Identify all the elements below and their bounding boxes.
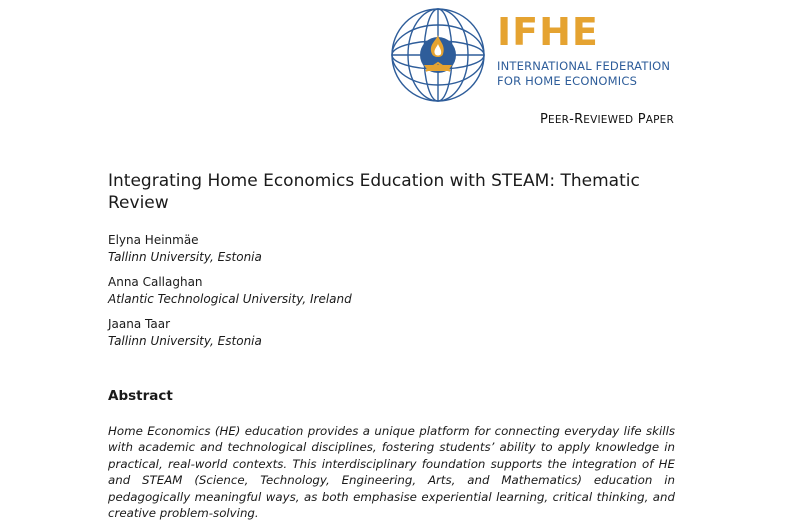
org-name xyxy=(497,59,670,89)
paper-type-letter: P xyxy=(539,112,548,127)
paper-type-letter: R xyxy=(574,112,584,127)
author-name: Anna Callaghan xyxy=(108,275,203,289)
paper-type-smallcaps: EVIEWED xyxy=(583,114,634,126)
author-affiliation: Tallinn University, Estonia xyxy=(108,334,262,348)
paper-type-dash: - xyxy=(569,112,575,127)
paper-type-letter: P xyxy=(637,112,646,127)
author-entry xyxy=(108,274,352,308)
author-entry xyxy=(108,232,352,266)
author-affiliation: Tallinn University, Estonia xyxy=(108,250,262,264)
author-name: Jaana Taar xyxy=(108,317,171,331)
paper-type xyxy=(540,112,674,127)
author-list xyxy=(108,232,352,358)
paper-type-smallcaps: APER xyxy=(645,114,674,126)
author-name: Elyna Heinmäe xyxy=(108,233,199,247)
author-affiliation: Atlantic Technological University, Ireland xyxy=(108,292,352,306)
org-name-line1: INTERNATIONAL FEDERATION xyxy=(497,59,671,73)
org-acronym: IFHE xyxy=(497,10,599,54)
author-entry xyxy=(108,316,352,350)
paper-type-smallcaps: EER xyxy=(547,114,570,126)
globe-logo-icon xyxy=(388,5,488,105)
org-name-line2: FOR HOME ECONOMICS xyxy=(497,74,638,88)
abstract-heading: Abstract xyxy=(108,388,173,404)
paper-title: Integrating Home Economics Education with STEAM: Thematic Review xyxy=(108,171,640,213)
abstract-text: Home Economics (HE) education provides a unique platform for connecting everyday life skills with academic and technological disciplines, fostering students’ ability to apply knowledge in practical, real-world contexts. This interdisciplinary foundation supports the integration of HE and STEAM (Science, Technology, Engineering, Arts, and Mathematics) education in pedagogically meaningful ways, as both emphasise experiential learning, critical thinking, and creative problem-solving. xyxy=(108,424,675,521)
